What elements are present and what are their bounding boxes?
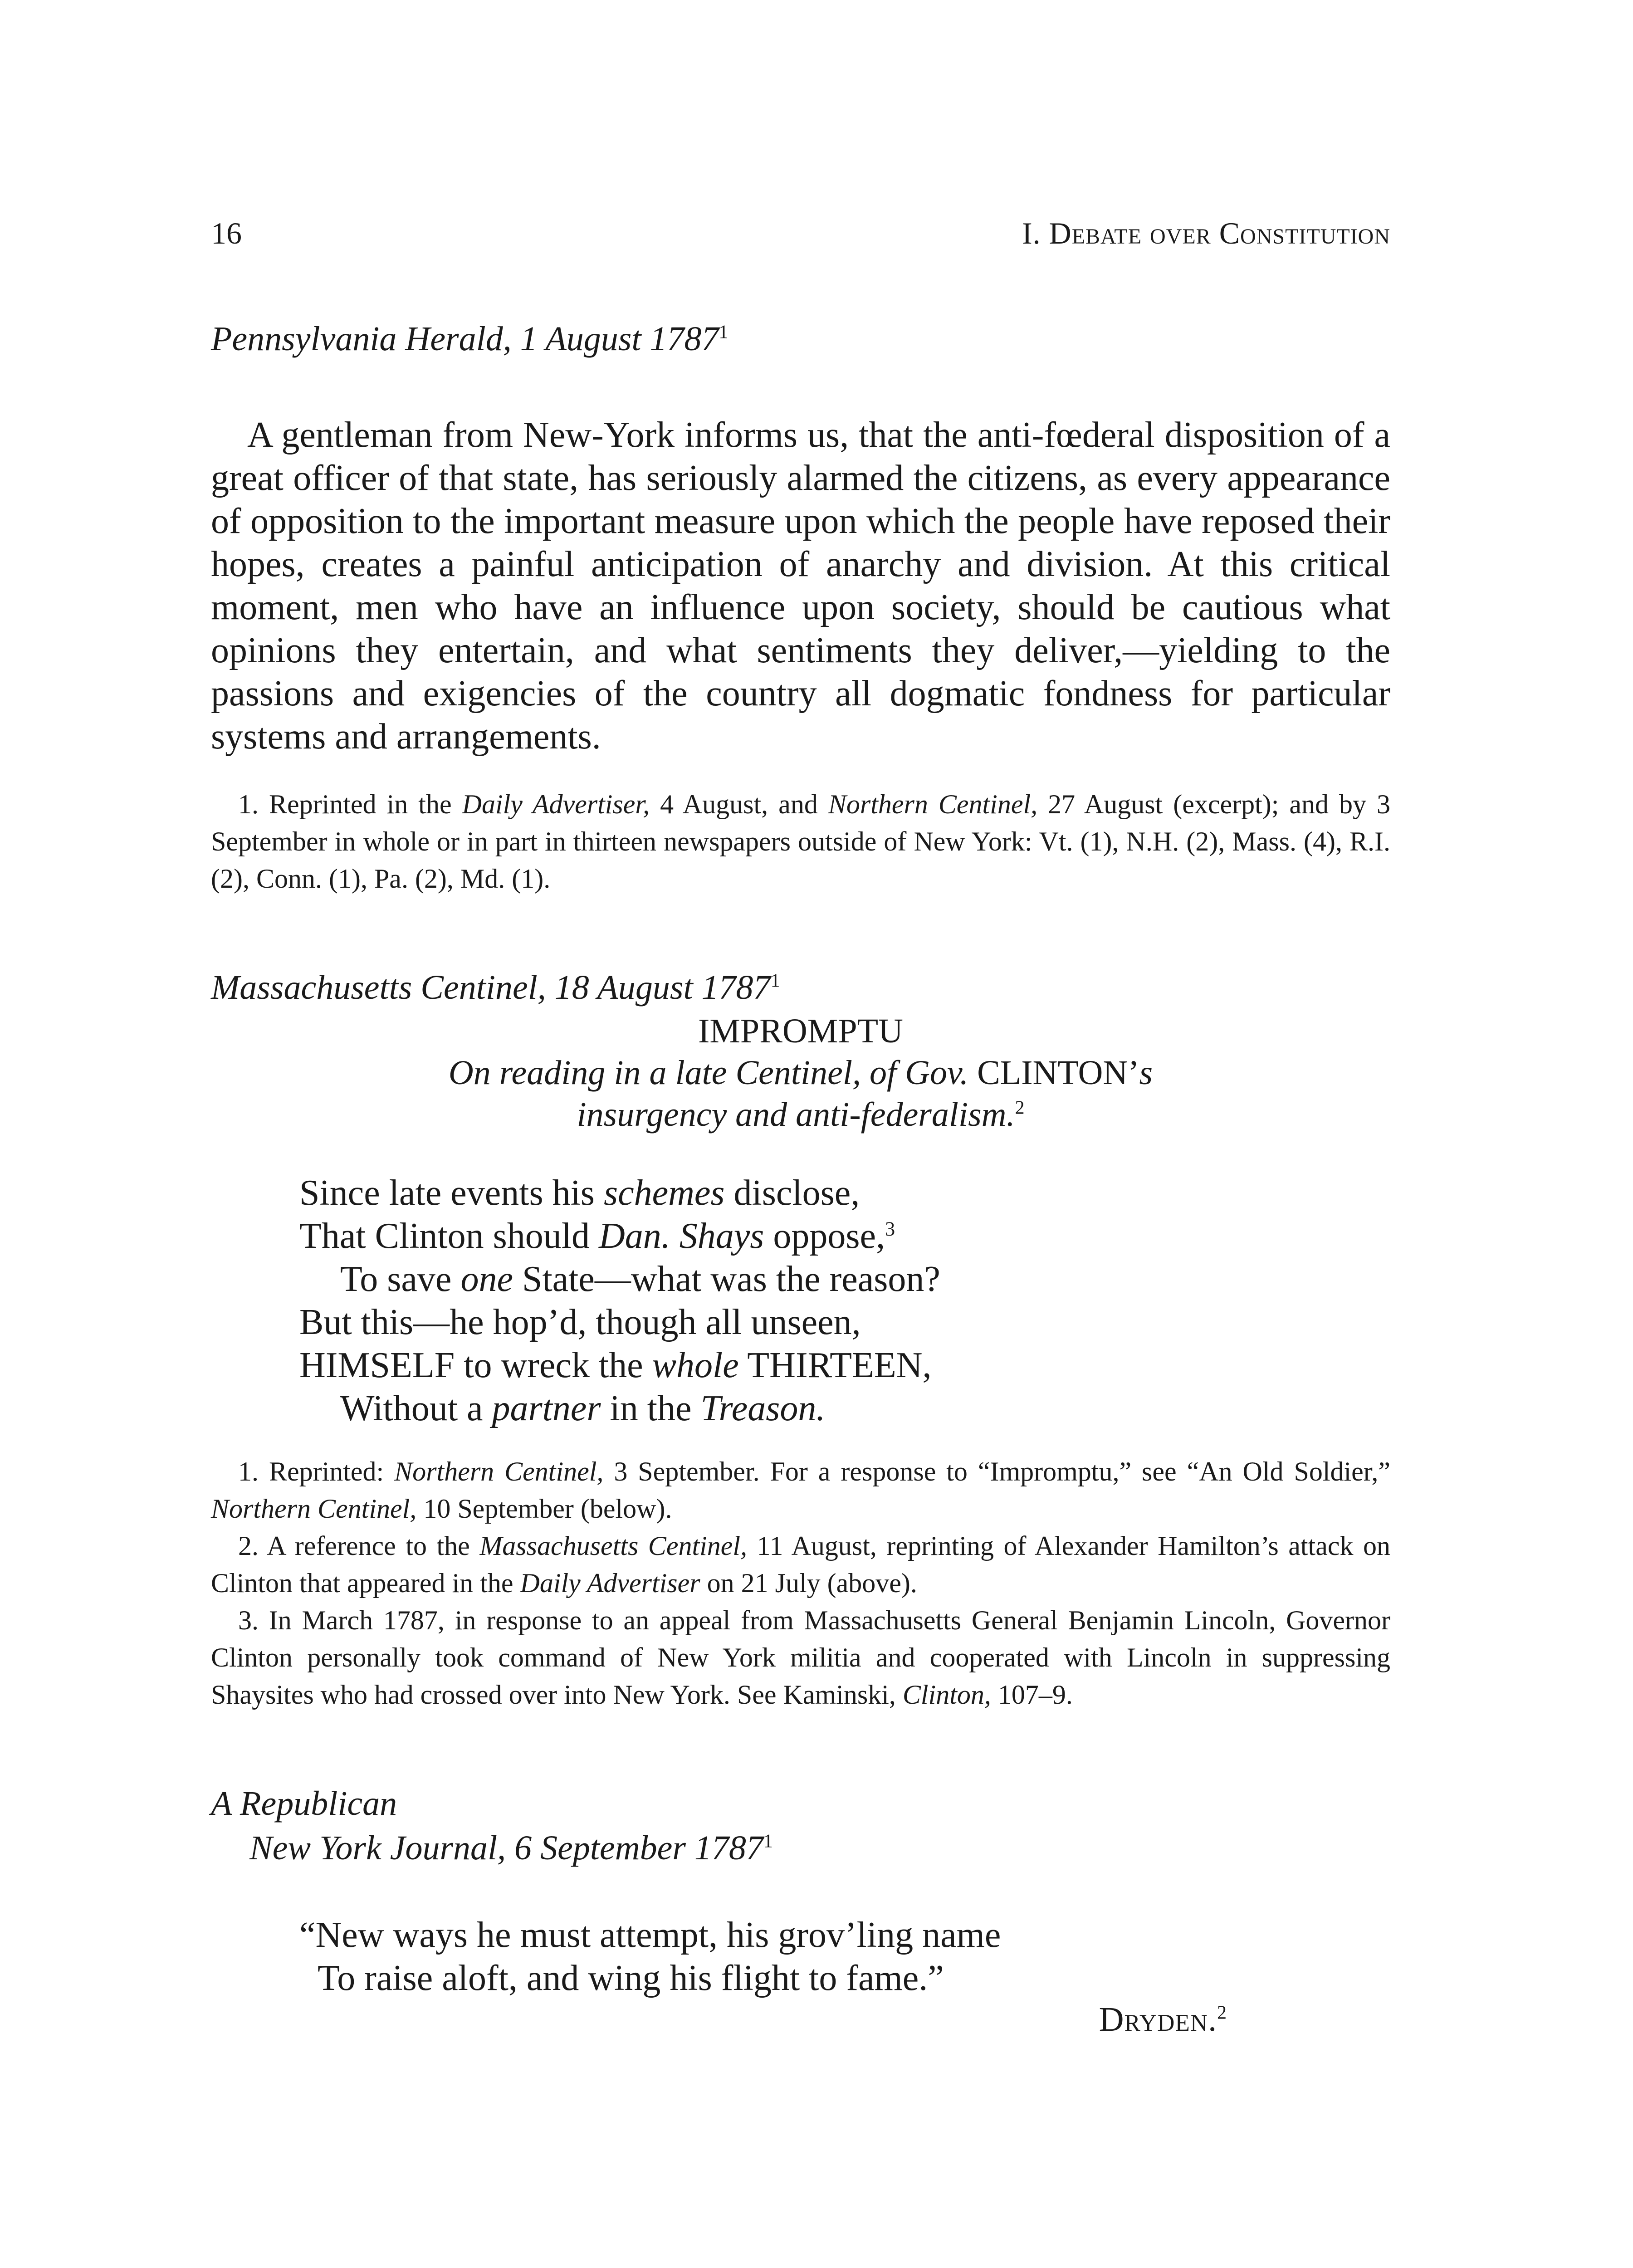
footnotes-section1 [211, 786, 1390, 897]
poem-line-1: Since late events his schemes disclose, [299, 1173, 860, 1213]
poem-line-5: HIMSELF to wreck the whole THIRTEEN, [299, 1345, 932, 1385]
footnote-1: 1. Reprinted: Northern Centinel, 3 September. For a response to “Impromptu,” see “An Old Soldier,” Northern Centinel, 10 September (below). [211, 1456, 1391, 1524]
footnotes-section2 [211, 1453, 1390, 1713]
footnote-3: 3. In March 1787, in response to an appeal from Massachusetts General Benjamin Lincoln, Governor Clinton personally took command of New York militia and cooperated with Lincoln in suppressing Shaysites who had crossed over into New York. See Kaminski, Clinton, 107–9. [211, 1605, 1390, 1710]
section-heading-pennsylvania-herald [211, 317, 1390, 362]
footnote-ref: 1 [770, 970, 780, 992]
running-title: I. Debate over Constitution [1022, 216, 1390, 250]
article-paragraph: A gentleman from New-York informs us, that the anti-fœderal disposition of a great officer of that state, has seriously alarmed the citizens, as every appearance of opposition to the important measure upon which the people have reposed their hopes, creates a painful anticipation of anarchy and division. At this critical moment, men who have an influence upon society, should be cautious what opinions they entertain, and what sentiments they deliver,—yielding to the passions and exigencies of the country all dogmatic fondness for particular systems and arrangements. [211, 415, 1390, 757]
footnote-2: 2. A reference to the Massachusetts Centinel, 11 August, reprinting of Alexander Hamilton’s attack on Clinton that appeared in the Daily Advertiser on 21 July (above). [211, 1530, 1390, 1598]
poem-line-4: But this—he hop’d, though all unseen, [299, 1302, 861, 1342]
document-page [211, 218, 1390, 2039]
poem-title: IMPROMPTU [698, 1012, 903, 1050]
poem-line-6: Without a partner in the Treason. [340, 1388, 826, 1428]
poem-subtitle-line1: On reading in a late Centinel, of Gov. CLINTON’s [448, 1053, 1153, 1092]
heading-text: Massachusetts Centinel, 18 August 1787 [211, 968, 771, 1007]
footnote-1: 1. Reprinted in the Daily Advertiser, 4 August, and Northern Centinel, 27 August (excerpt); and by 3 September in whole or in part in thirteen newspapers outside of New York: Vt. (1), N.H. (2), Mass. (4), R.I. (2), Conn. (1), Pa. (2), Md. (1). [211, 789, 1391, 894]
footnote-ref: 1 [719, 322, 728, 343]
quote-line-1: “New ways he must attempt, his grov’ling name [299, 1915, 1001, 1955]
quote-attribution: Dryden.$^2$ [1099, 2000, 1227, 2039]
heading-text: New York Journal, 6 September 1787 [249, 1829, 763, 1867]
heading-text: Pennsylvania Herald, 1 August 1787 [211, 320, 719, 358]
section-heading-author: A Republican [211, 1784, 397, 1823]
poem-line-3: To save one State—what was the reason? [340, 1259, 940, 1299]
poem-subtitle-line2: insurgency and anti-federalism.$^2$ [577, 1095, 1025, 1134]
section-heading-new-york-journal [211, 1826, 1390, 1871]
section-heading-massachusetts-centinel [211, 965, 1390, 1010]
running-header [211, 218, 1390, 249]
poem-impromptu [211, 1172, 1390, 1430]
quote-line-2: To raise aloft, and wing his flight to fame.” [318, 1958, 944, 1999]
footnote-ref: 1 [763, 1831, 773, 1853]
poem-line-2: That Clinton should Dan. Shays oppose,$^3$ [299, 1216, 895, 1256]
page-number: 16 [211, 216, 242, 250]
epigraph-quote [211, 1914, 1390, 2000]
